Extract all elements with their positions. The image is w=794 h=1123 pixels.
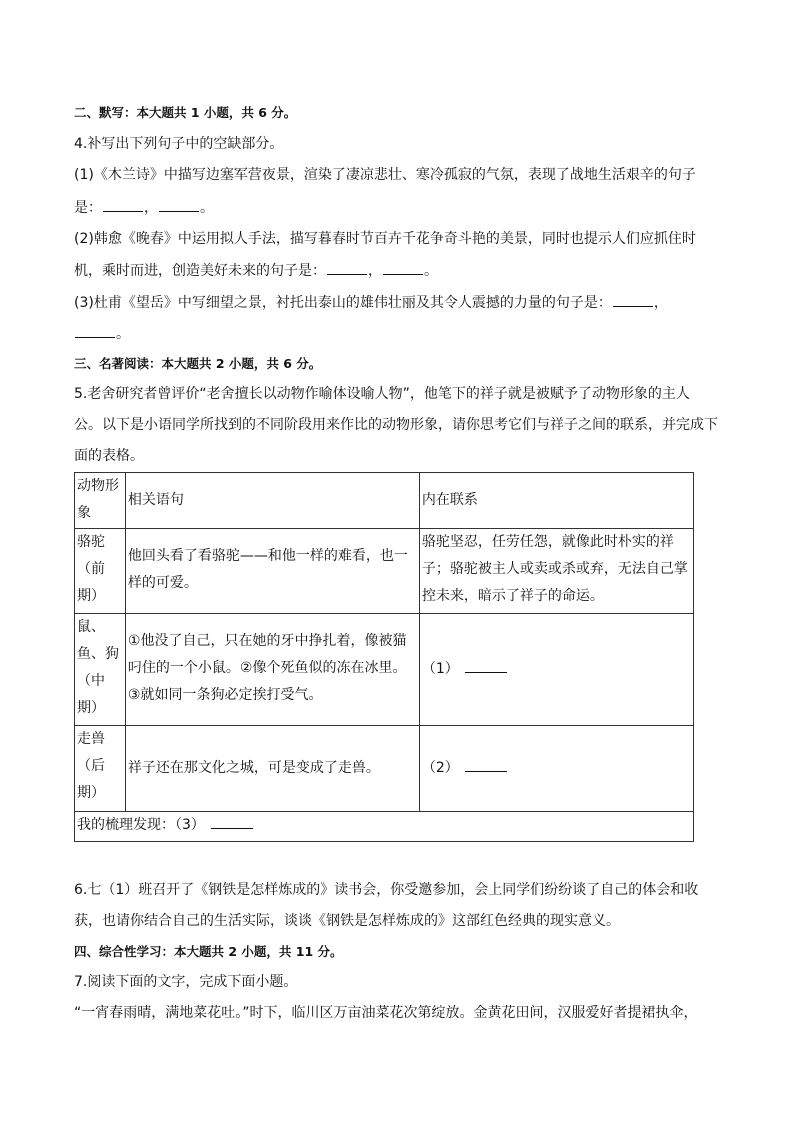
q5-line3: 面的表格。 <box>74 448 144 464</box>
cell-sentence: ①他没了自己，只在她的牙中挣扎着，像被猫叼住的一个小鼠。②像个死鱼似的冻在冰里。③就如同一条狗必定挨打受气。 <box>125 614 419 726</box>
q4-item2-line1: (2)韩愈《晚春》中运用拟人手法，描写暮春时节百卉千花争奇斗艳的美景，同时也提示人们应抓住时 <box>74 231 696 247</box>
q6-line1: 6.七（1）班召开了《钢铁是怎样炼成的》读书会，你受邀参加，会上同学们纷纷谈了自己的体会和收 <box>74 882 699 898</box>
section-4-heading: 四、综合性学习：本大题共 2 小题，共 11 分。 <box>74 944 343 959</box>
q5-line2: 公。以下是小语同学所找到的不同阶段用来作比的动物形象，请你思考它们与祥子之间的联系，并完成下 <box>74 417 718 433</box>
q6-line2: 获，也请你结合自己的生活实际，谈谈《钢铁是怎样炼成的》这部红色经典的现实意义。 <box>74 913 620 929</box>
section-2-heading: 二、默写：本大题共 1 小题，共 6 分。 <box>74 105 297 120</box>
cell-animal: 骆驼（前期） <box>75 529 126 614</box>
answer-blank[interactable] <box>465 658 507 673</box>
table-footer-row <box>75 812 694 842</box>
table-row <box>75 726 694 812</box>
table-row <box>75 614 694 726</box>
comma: ， <box>653 295 668 311</box>
q4-title: 4.补写出下列句子中的空缺部分。 <box>74 136 284 152</box>
header-sentence: 相关语句 <box>125 473 419 529</box>
table-header-row <box>75 473 694 529</box>
comma: ， <box>368 263 382 279</box>
blank-number: （1） <box>421 661 459 677</box>
period: 。 <box>424 263 438 279</box>
cell-sentence: 他回头看了看骆驼——和他一样的难看，也一样的可爱。 <box>125 529 419 614</box>
period: 。 <box>116 326 130 342</box>
answer-blank[interactable] <box>103 197 143 212</box>
q4-item2-line2 <box>74 260 438 281</box>
answer-blank[interactable] <box>327 260 367 275</box>
q4-item2-prefix: 机，乘时而进，创造美好未来的句子是： <box>74 263 326 279</box>
cell-relation <box>419 726 693 812</box>
answer-blank[interactable] <box>75 323 115 338</box>
answer-blank[interactable] <box>211 814 253 829</box>
table-footer <box>75 812 694 842</box>
q5-line1: 5.老舍研究者曾评价“老舍擅长以动物作喻体设喻人物”，他笔下的祥子就是被赋予了动物形象的主人 <box>74 386 690 402</box>
q7-title: 7.阅读下面的文字，完成下面小题。 <box>74 974 298 990</box>
answer-blank[interactable] <box>383 260 423 275</box>
answer-blank[interactable] <box>465 757 507 772</box>
table-row <box>75 529 694 614</box>
cell-relation <box>419 614 693 726</box>
cell-sentence: 祥子还在那文化之城，可是变成了走兽。 <box>125 726 419 812</box>
q4-item1-line2 <box>74 197 214 218</box>
answer-blank[interactable] <box>159 197 199 212</box>
comma: ， <box>144 200 158 216</box>
q4-item3-line2 <box>74 323 130 344</box>
section-3-heading: 三、名著阅读：本大题共 2 小题，共 6 分。 <box>74 356 322 371</box>
header-animal: 动物形象 <box>75 473 126 529</box>
q4-item1-line1: (1)《木兰诗》中描写边塞军营夜景，渲染了凄凉悲壮、寒冷孤寂的气氛，表现了战地生活艰辛的句子 <box>74 167 696 183</box>
cell-animal: 鼠、鱼、狗（中期） <box>75 614 126 726</box>
q4-item3-line1 <box>74 292 668 313</box>
q7-line1: “一宵春雨晴，满地菜花吐。”时下，临川区万亩油菜花次第绽放。金黄花田间，汉服爱好者提裙执伞， <box>74 1005 698 1021</box>
q4-item3-prefix: (3)杜甫《望岳》中写细望之景，衬托出泰山的雄伟壮丽及其令人震撼的力量的句子是： <box>74 295 612 311</box>
header-relation: 内在联系 <box>419 473 693 529</box>
blank-number: （2） <box>421 760 459 776</box>
q4-item1-prefix: 是： <box>74 200 102 216</box>
cell-relation: 骆驼坚忍，任劳任怨，就像此时朴实的祥子；骆驼被主人或卖或杀或弃，无法自己掌控未来，暗示了祥子的命运。 <box>419 529 693 614</box>
answer-blank[interactable] <box>613 292 653 307</box>
footer-label: 我的梳理发现：（3） <box>77 817 205 833</box>
answer-table <box>74 472 694 842</box>
period: 。 <box>200 200 214 216</box>
cell-animal: 走兽（后期） <box>75 726 126 812</box>
